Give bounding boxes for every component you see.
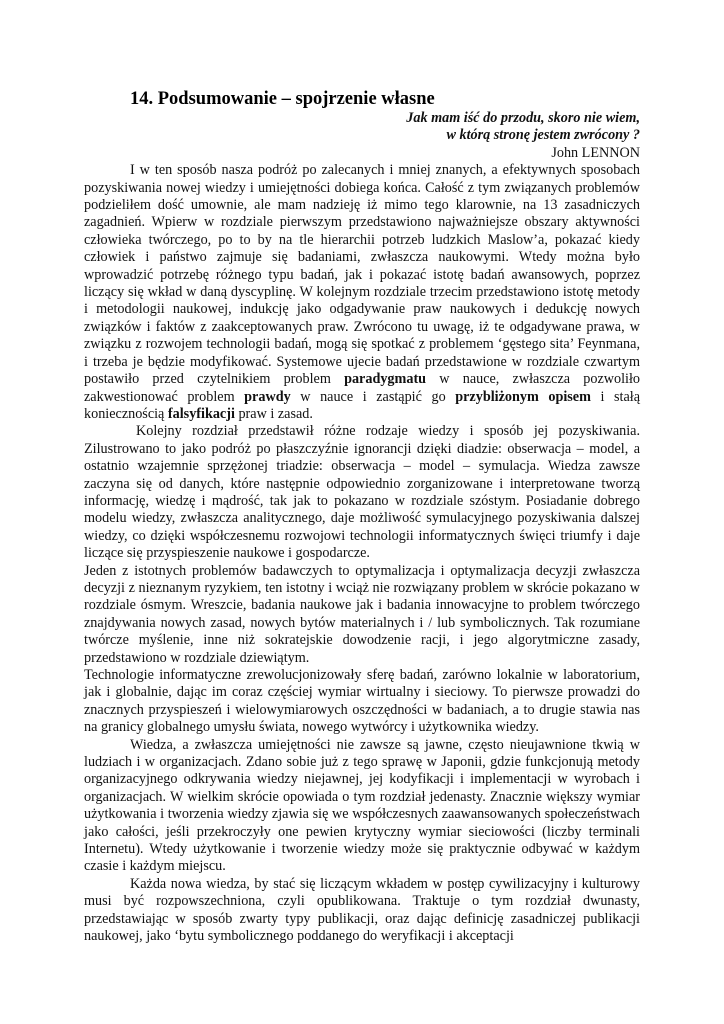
paragraph-1-text-4: i stałą koniecznością: [84, 388, 640, 422]
paragraph-3: Jeden z istotnych problemów badawczych to optymalizacja i optymalizacja decyzji zwłaszcza decyzji z nieznanym ryzykiem, ten istotny i wciąż nie rozwiązany problem w skrócie pokazano w rozdziale ósmym. Wreszcie, badania naukowe jak i badania innowacyjne to problem twórczego znajdywania nowych zasad, nowych bytów materialnych i / lub symbolicznych. Tak rozumiane twórcze myślenie, inne niż sokratejskie dowodzenie racji, i jego algorytmiczne zasady, przedstawiono w rozdziale dziewiątym.: [84, 562, 640, 666]
paragraph-1-text-5: praw i zasad.: [234, 405, 313, 422]
document-page: [84, 88, 640, 946]
epigraph-line-2: w którą stronę jestem zwrócony ?: [446, 127, 640, 144]
chapter-title: 14. Podsumowanie – spojrzenie własne: [130, 89, 435, 109]
epigraph-line-1: Jak mam iść do przodu, skoro nie wiem,: [406, 110, 640, 126]
epigraph-author: John LENNON: [551, 144, 640, 161]
term-prawda: prawdy: [244, 388, 291, 405]
paragraph-4: Technologie informatyczne zrewolucjonizowały sferę badań, zarówno lokalnie w laboratorium, jak i globalnie, dając im coraz częściej wymiar wirtualny i sieciowy. To pierwsze prowadzi do znacznych przyspieszeń i wielowymiarowych oszczędności w badaniach, a to drugie stawia nas na granicy globalnego umysłu świata, nowego wytwórcy i użytkownika wiedzy.: [84, 667, 640, 736]
term-falsyfikacja: falsyfikacji: [167, 405, 235, 422]
paragraph-1-text-2: w nauce, zwłaszcza pozwoliło zakwestionować problem: [84, 371, 641, 405]
paragraph-6: Każda nowa wiedza, by stać się liczącym wkładem w postęp cywilizacyjny i kulturowy musi być rozpowszechniona, czyli opublikowana. Traktuje o tym rozdział dwunasty, przedstawiając w sposób zwarty typy publikacji, oraz dając definicję zasadniczej publikacji naukowej, jako ‘bytu symbolicznego poddanego do weryfikacji i akceptacji: [84, 875, 640, 945]
paragraph-1: [84, 162, 640, 423]
term-paradygmat: paradygmatu: [344, 371, 427, 388]
paragraph-2: Kolejny rozdział przedstawił różne rodzaje wiedzy i sposób jej pozyskiwania. Zilustrowano to jako podróż po płaszczyźnie ignorancji dzięki diadzie: obserwacja – model, a ostatnio wzajemnie sprzężonej triadzie: obserwacja – model – symulacja. Wiedza zawsze zaczyna się od danych, które następnie odpowiednio zorganizowane i interpretowane tworzą informację, wiedzę i mądrość, tak jak to pokazano w rozdziale szóstym. Posiadanie dobrego modelu wiedzy, zwłaszcza analitycznego, daje możliwość symulacyjnego pozyskiwania dalszej wiedzy, co dzięki współczesnemu rozwojowi technologii informatycznych święci triumfy i daje liczące się przyspieszenie naukowe i gospodarcze.: [84, 423, 640, 562]
term-przyblizony-opis: przybliżonym opisem: [455, 388, 591, 405]
paragraph-5: Wiedza, a zwłaszcza umiejętności nie zawsze są jawne, często nieujawnione tkwią w ludziach i w organizacjach. Zdano sobie już z tego sprawę w Japonii, gdzie funkcjonują metody organizacyjnego odkrywania wiedzy niejawnej, jej kodyfikacji i implementacji w wyrobach i organizacjach. W wielkim skrócie opowiada o tym rozdział jedenasty. Znacznie większy wymiar użytkowania i tworzenia wiedzy zjawia się we współczesnych zaawansowanych społeczeństwach jako całości, jeśli przekroczyły one pewien krytyczny wymiar sieciowości (liczby terminali Internetu). Wtedy użytkowanie i tworzenie wiedzy może się praktycznie odbywać w każdym czasie i każdym miejscu.: [84, 736, 640, 875]
epigraph: [84, 110, 640, 162]
paragraph-1-text-3: w nauce i zastąpić go: [290, 388, 456, 405]
paragraph-1-text-1: I w ten sposób nasza podróż po zalecanych i mniej znanych, a efektywnych sposobach pozyskiwania nowej wiedzy i umiejętności dobiega końca. Całość z tym związanych problemów podzieliłem dość umownie, ale mam nadzieję iż mimo tego klarownie, na 13 zasadniczych zagadnień. Wpierw w rozdziale pierwszym przedstawiono najważniejsze obszary aktywności człowieka twórczego, po to by na tle hierarchii potrzeb ludzkich Maslow’a, pokazać kiedy człowiek i państwo zajmuje się badaniami, zwłaszcza naukowymi. Wtedy można było wprowadzić potrzebę różnego typu badań, jak i pokazać istotę badań awansowych, poprzez liczący się wkład w daną dyscyplinę. W kolejnym rozdziale trzecim przedstawiono istotę metody i metodologii naukowej, indukcję jako odgadywanie praw naukowych i dedukcję nowych związków i faktów z zaakceptowanych praw. Zwrócono tu uwagę, iż te odgadywane prawa, w związku z rozwojem technologii badań, mogą się spotkać z problemem ‘gęstego sita’ Feynmana, i trzeba je będzie modyfikować. Systemowe ujecie badań przedstawione w rozdziale czwartym postawiło przed czytelnikiem problem: [84, 162, 640, 388]
